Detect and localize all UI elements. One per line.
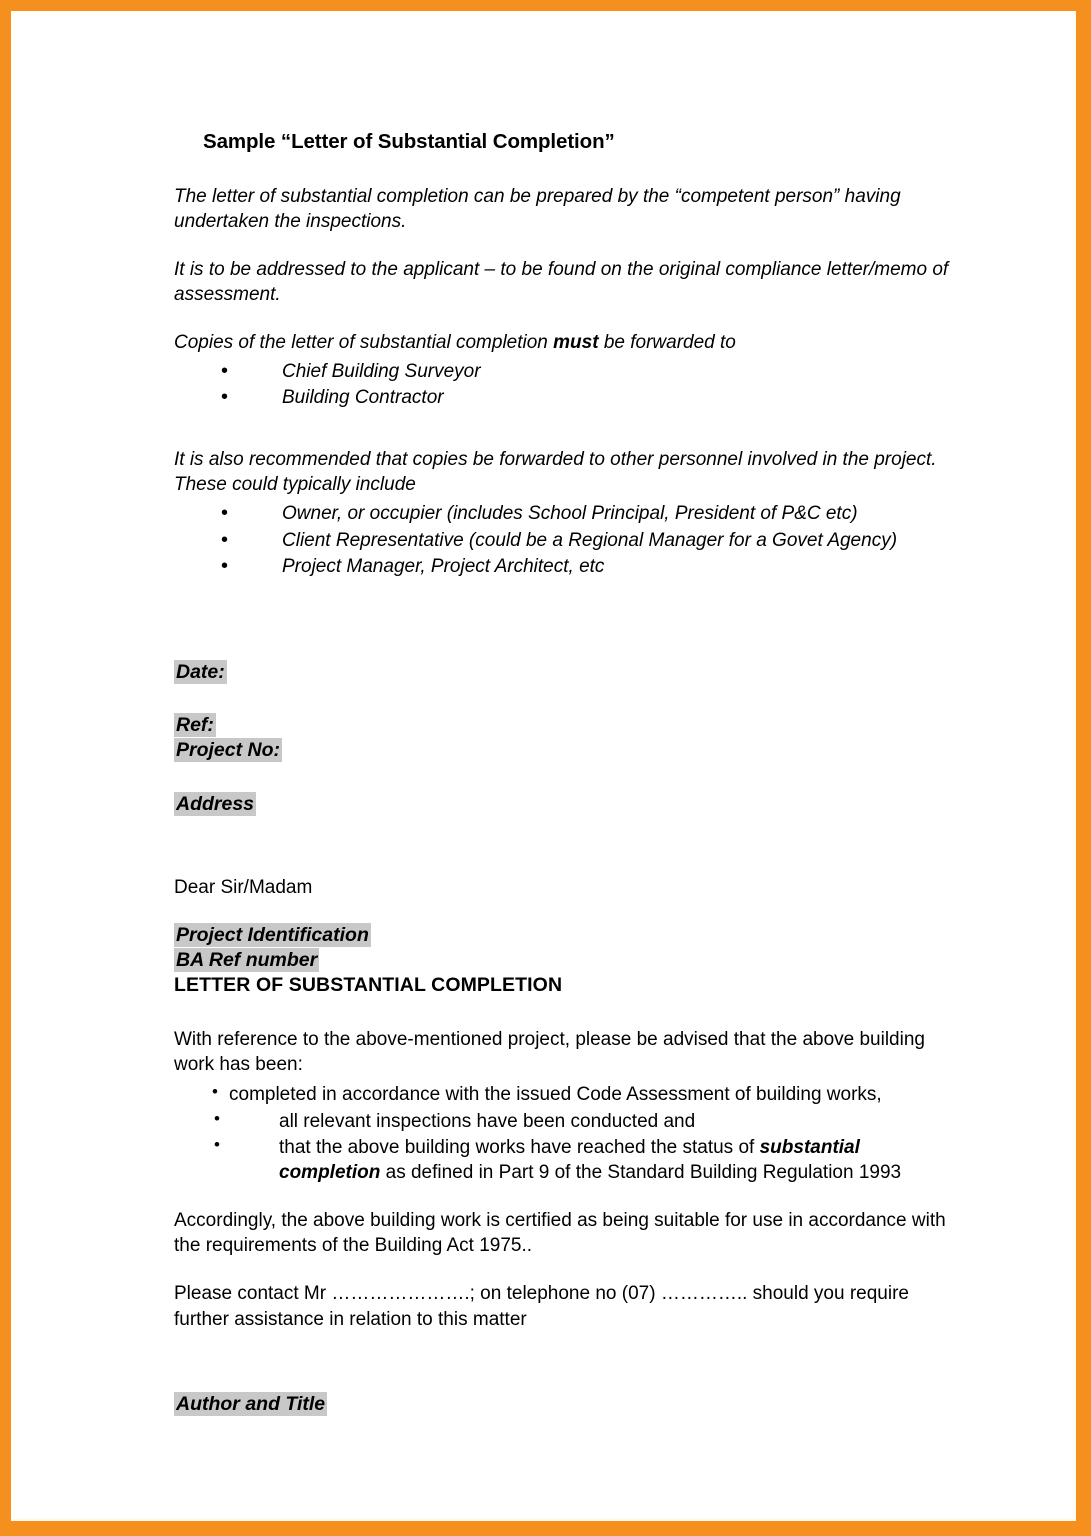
must-forward-list (174, 360, 949, 411)
document-sheet (11, 11, 1076, 1521)
intro-paragraph-2: It is to be addressed to the applicant – to be found on the original compliance letter/memo of assessment. (174, 258, 949, 305)
field-project-no-label: Project No: (176, 739, 281, 762)
list-item: • completed in accordance with the issued Code Assessment of building works, (174, 1083, 949, 1108)
must-forward-lead (174, 330, 949, 355)
field-project-no (174, 738, 949, 763)
field-date-label: Date: (176, 660, 225, 683)
field-date (174, 660, 949, 685)
list-item-text-before: that the above building works have reached the status of (279, 1137, 760, 1159)
list-item: • Chief Building Surveyor (174, 360, 949, 385)
salutation: Dear Sir/Madam (174, 877, 313, 899)
list-item: • Project Manager, Project Architect, etc (174, 555, 949, 580)
list-item (174, 1136, 949, 1185)
recommended-lead: It is also recommended that copies be forwarded to other personnel involved in the project. These could typically include (174, 448, 937, 496)
recommended-list (174, 502, 949, 580)
accordingly-paragraph: Accordingly, the above building work is certified as being suitable for use in accordance with the requirements of the Building Act 1975.. (174, 1209, 946, 1257)
list-item-text-emphasis: substantial completion (279, 1137, 860, 1184)
must-forward-lead-after: be forwarded to (598, 331, 736, 353)
spacer (174, 764, 949, 792)
document-content (174, 130, 949, 1418)
signoff (174, 1392, 949, 1417)
ba-ref-number-label: BA Ref number (176, 949, 318, 971)
body-bullet-list (174, 1083, 949, 1186)
intro-paragraph-1: The letter of substantial completion can be prepared by the “competent person” having undertaken the inspections. (174, 185, 901, 232)
page-title: Sample “Letter of Substantial Completion” (203, 130, 615, 153)
body-lead: With reference to the above-mentioned project, please be advised that the above building work has been: (174, 1028, 925, 1076)
list-item: • Owner, or occupier (includes School Principal, President of P&C etc) (174, 502, 949, 527)
field-address (174, 792, 949, 817)
must-forward-lead-emphasis: must (553, 331, 599, 353)
field-address-label: Address (176, 792, 255, 815)
field-ref (174, 713, 949, 738)
field-ref-label: Ref: (176, 713, 214, 736)
spacer (174, 433, 949, 447)
spacer (174, 685, 949, 713)
project-identification (174, 923, 949, 948)
list-item: • Client Representative (could be a Regional Manager for a Govet Agency) (174, 529, 949, 554)
project-identification-label: Project Identification (176, 923, 369, 946)
spacer (174, 817, 949, 875)
spacer (174, 1354, 949, 1392)
spacer (174, 999, 949, 1027)
letter-heading: LETTER OF SUBSTANTIAL COMPLETION (174, 974, 563, 997)
list-item-text-after: as defined in Part 9 of the Standard Building Regulation 1993 (380, 1162, 902, 1184)
contact-paragraph: Please contact Mr ………………….; on telephone no (07) ………….. should you require further assistance in relation to this matter (174, 1283, 909, 1330)
list-item: • all relevant inspections have been conducted and (174, 1110, 949, 1135)
must-forward-lead-before: Copies of the letter of substantial completion (174, 331, 554, 353)
signoff-label: Author and Title (176, 1393, 326, 1416)
list-item: • Building Contractor (174, 386, 949, 411)
spacer (174, 602, 949, 660)
ba-ref-number (174, 948, 949, 973)
